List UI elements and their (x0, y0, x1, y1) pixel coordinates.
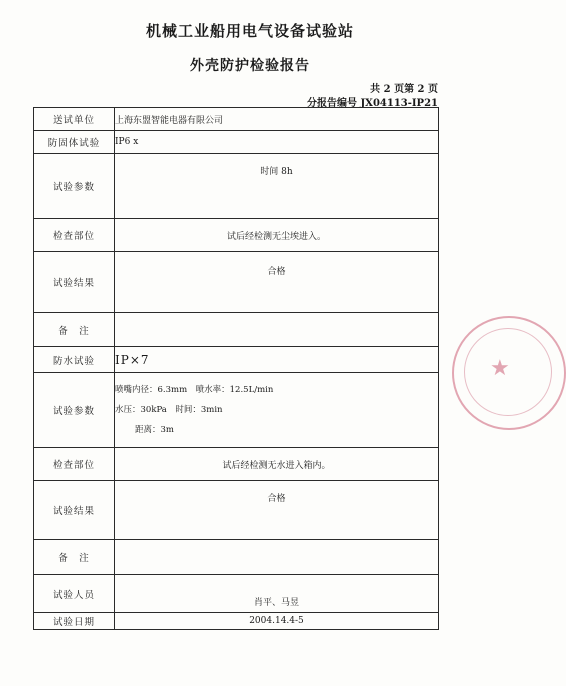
water-note-value (115, 540, 439, 575)
table-row (34, 252, 439, 313)
dust-result-value: 合格 (115, 252, 439, 313)
dust-check-value: 试后经检测无尘埃进入。 (115, 219, 439, 252)
water-params-line: 喷嘴内径：6.3mm 喷水率：12.5L/min (115, 385, 274, 395)
report-institution-title: 机械工业船用电气设备试验站 (145, 22, 354, 40)
dust-params-label: 试验参数 (34, 154, 115, 219)
water-test-label: 防水试验 (34, 347, 115, 373)
tester-label: 试验人员 (34, 575, 115, 613)
test-report-table (33, 107, 439, 630)
table-row (34, 613, 439, 630)
table-row (34, 313, 439, 347)
table-row (34, 540, 439, 575)
date-label: 试验日期 (34, 613, 115, 630)
water-result-value: 合格 (115, 481, 439, 540)
table-row (34, 448, 439, 481)
dust-test-label: 防固体试验 (34, 131, 115, 154)
water-check-value: 试后经检测无水进入箱内。 (115, 448, 439, 481)
table-row (34, 219, 439, 252)
official-seal-stamp (452, 316, 566, 430)
table-row (34, 373, 439, 448)
seal-star-icon: ★ (490, 356, 510, 381)
water-params-label: 试验参数 (34, 373, 115, 448)
water-note-label: 备 注 (34, 540, 115, 575)
table-row (34, 481, 439, 540)
date-value: 2004.14.4-5 (115, 613, 439, 630)
table-row (34, 154, 439, 219)
table-row (34, 131, 439, 154)
table-row (34, 108, 439, 131)
water-params-value (115, 373, 439, 448)
water-check-label: 检查部位 (34, 448, 115, 481)
water-params-line: 距离：3m (135, 425, 174, 435)
dust-note-label: 备 注 (34, 313, 115, 347)
dust-result-label: 试验结果 (34, 252, 115, 313)
water-test-value: IP×7 (115, 347, 439, 373)
water-result-label: 试验结果 (34, 481, 115, 540)
water-params-line: 水压：30kPa 时间：3min (115, 405, 223, 415)
dust-check-label: 检查部位 (34, 219, 115, 252)
client-value: 上海东盟智能电器有限公司 (115, 108, 439, 131)
client-label: 送试单位 (34, 108, 115, 131)
dust-note-value (115, 313, 439, 347)
tester-value: 肖平、马昱 (115, 575, 439, 613)
dust-test-value: IP6 x (115, 131, 439, 154)
dust-params-value: 时间 8h (115, 154, 439, 219)
table-row (34, 347, 439, 373)
report-number: 分报告编号 JX04113-IP21 (306, 98, 438, 109)
table-row (34, 575, 439, 613)
page-info: 共 2 页第 2 页 (370, 84, 438, 95)
report-subtitle: 外壳防护检验报告 (190, 58, 310, 74)
